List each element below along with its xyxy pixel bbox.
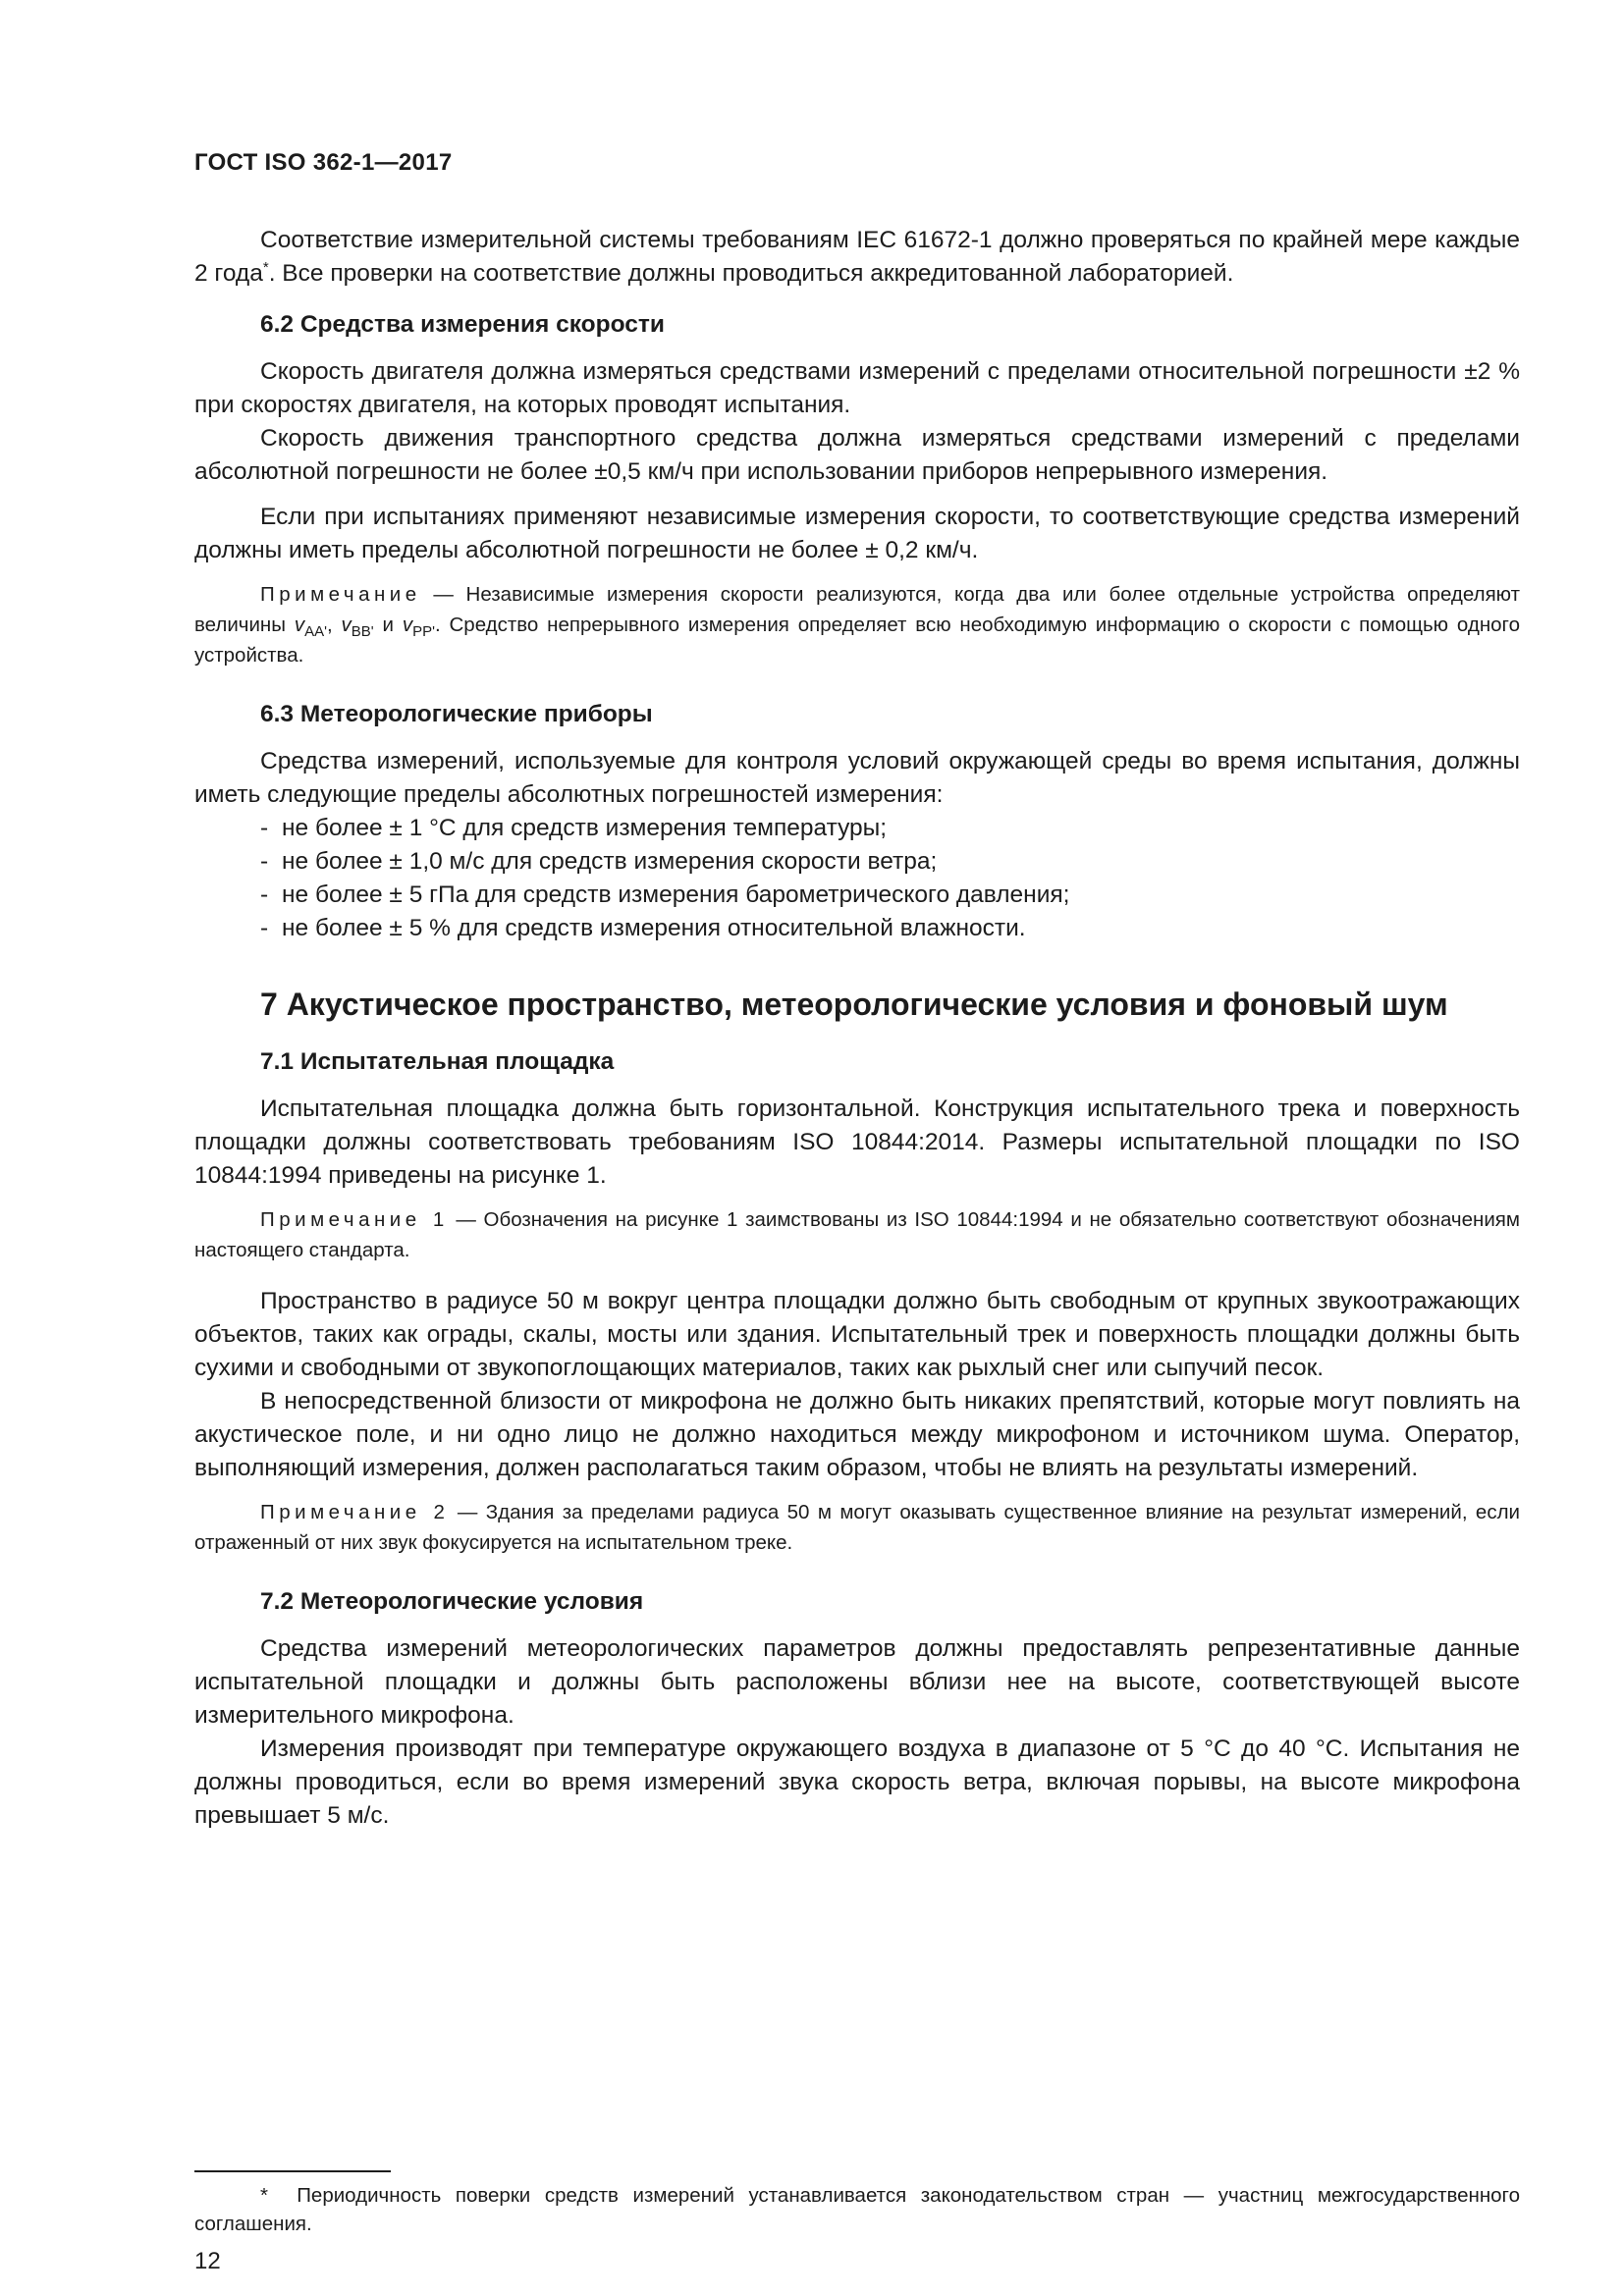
intro-text-before: Соответствие измерительной системы требованиям IEC 61672-1 должно проверяться по крайней мере каждые 2 года [194, 227, 1520, 287]
page-content [194, 149, 1520, 1833]
accuracy-list [194, 812, 1520, 945]
note-separator: и [373, 614, 403, 636]
footnote-mark: * [260, 2184, 268, 2207]
section-7-1-paragraph: Пространство в радиусе 50 м вокруг центра площадки должно быть свободным от крупных звукоотражающих объектов, таких как ограды, скалы, мосты или здания. Испытательный трек и поверхность площадки должны быть сухими и свободными от звукопоглощающих материалов, таких как рыхлый снег или сыпучий песок. [194, 1288, 1520, 1381]
intro-text-after: . Все проверки на соответствие должны проводиться аккредитованной лабораторией. [268, 260, 1234, 287]
section-6-2-note [194, 579, 1520, 670]
section-6-3-heading: 6.3 Метеорологические приборы [260, 701, 653, 727]
chapter-7-heading: 7 Акустическое пространство, метеорологические условия и фоновый шум [260, 987, 1448, 1022]
velocity-symbol: v [402, 614, 413, 636]
velocity-symbol: v [294, 614, 305, 636]
list-item [260, 912, 1520, 945]
document-header: ГОСТ ISO 362-1—2017 [194, 149, 453, 176]
note-label: Примечание 1 [260, 1208, 449, 1231]
note-label: Примечание [260, 583, 421, 606]
intro-paragraph [194, 224, 1520, 291]
list-item [260, 879, 1520, 912]
list-item-text: не более ± 1,0 м/с для средств измерения скорости ветра; [282, 848, 938, 875]
velocity-subscript: AA' [304, 623, 327, 640]
list-item-text: не более ± 1 °С для средств измерения температуры; [282, 815, 888, 841]
footnote-divider [194, 2170, 391, 2172]
section-6-2-paragraph: Скорость двигателя должна измеряться средствами измерений с пределами относительной погрешности ±2 % при скоростях двигателя, на которых проводят испытания. [194, 358, 1520, 418]
section-7-1-note-1 [194, 1204, 1520, 1265]
section-6-2-paragraph: Если при испытаниях применяют независимые измерения скорости, то соответствующие средства измерений должны иметь пределы абсолютной погрешности не более ± 0,2 км/ч. [194, 504, 1520, 563]
list-item-text: не более ± 5 % для средств измерения относительной влажности. [282, 915, 1026, 941]
list-dash: - [260, 915, 269, 941]
list-dash: - [260, 848, 269, 875]
velocity-subscript: BB' [351, 623, 374, 640]
section-6-2-heading: 6.2 Средства измерения скорости [260, 311, 665, 338]
section-7-2-paragraph: Измерения производят при температуре окружающего воздуха в диапазоне от 5 °С до 40 °С. Испытания не должны проводиться, если во время измерений звука скорость ветра, включая порывы, на высоте микрофона превышает 5 м/с. [194, 1735, 1520, 1829]
list-dash: - [260, 881, 269, 908]
list-item [260, 812, 1520, 845]
footnote [194, 2181, 1520, 2238]
section-7-1-heading: 7.1 Испытательная площадка [260, 1048, 615, 1075]
note-label: Примечание 2 [260, 1501, 450, 1523]
page-number: 12 [194, 2248, 221, 2274]
section-7-1-paragraph: Испытательная площадка должна быть горизонтальной. Конструкция испытательного трека и поверхность площадки должны соответствовать требованиям ISO 10844:2014. Размеры испытательной площадки по ISO 10844:1994 приведены на рисунке 1. [194, 1095, 1520, 1189]
section-6-2-paragraph: Скорость движения транспортного средства должна измеряться средствами измерений с пределами абсолютной погрешности не более ±0,5 км/ч при использовании приборов непрерывного измерения. [194, 425, 1520, 485]
footnote-text: Периодичность поверки средств измерений устанавливается законодательством стран — участниц межгосударственного соглашения. [194, 2184, 1520, 2235]
list-dash: - [260, 815, 269, 841]
note-separator: , [326, 614, 342, 636]
section-7-2-paragraph: Средства измерений метеорологических параметров должны предоставлять репрезентативные данные испытательной площадки и должны быть расположены вблизи нее на высоте, соответствующей высоте измерительного микрофона. [194, 1635, 1520, 1729]
note-text: — Здания за пределами радиуса 50 м могут оказывать существенное влияние на результат измерений, если отраженный от них звук фокусируется на испытательном треке. [194, 1501, 1520, 1554]
section-7-1-note-2 [194, 1497, 1520, 1558]
list-item [260, 845, 1520, 879]
section-6-3-paragraph: Средства измерений, используемые для контроля условий окружающей среды во время испытания, должны иметь следующие пределы абсолютных погрешностей измерения: [194, 748, 1520, 808]
velocity-symbol: v [341, 614, 352, 636]
note-text: — Независимые измерения скорости реализуются, когда два или более отдельные устройства определяют величины [194, 583, 1520, 636]
footnote-reference[interactable]: * [262, 258, 269, 276]
note-text: . Средство непрерывного измерения определяет всю необходимую информацию о скорости с помощью одного устройства. [194, 614, 1520, 667]
section-7-1-paragraph: В непосредственной близости от микрофона не должно быть никаких препятствий, которые могут повлиять на акустическое поле, и ни одно лицо не должно находиться между микрофоном и источником шума. Оператор, выполняющий измерения, должен располагаться таким образом, чтобы не влиять на результаты измерений. [194, 1388, 1520, 1481]
list-item-text: не более ± 5 гПа для средств измерения барометрического давления; [282, 881, 1070, 908]
section-7-2-heading: 7.2 Метеорологические условия [260, 1588, 644, 1615]
note-text: — Обозначения на рисунке 1 заимствованы из ISO 10844:1994 и не обязательно соответствуют обозначениям настоящего стандарта. [194, 1208, 1520, 1261]
velocity-subscript: PP' [412, 623, 435, 640]
